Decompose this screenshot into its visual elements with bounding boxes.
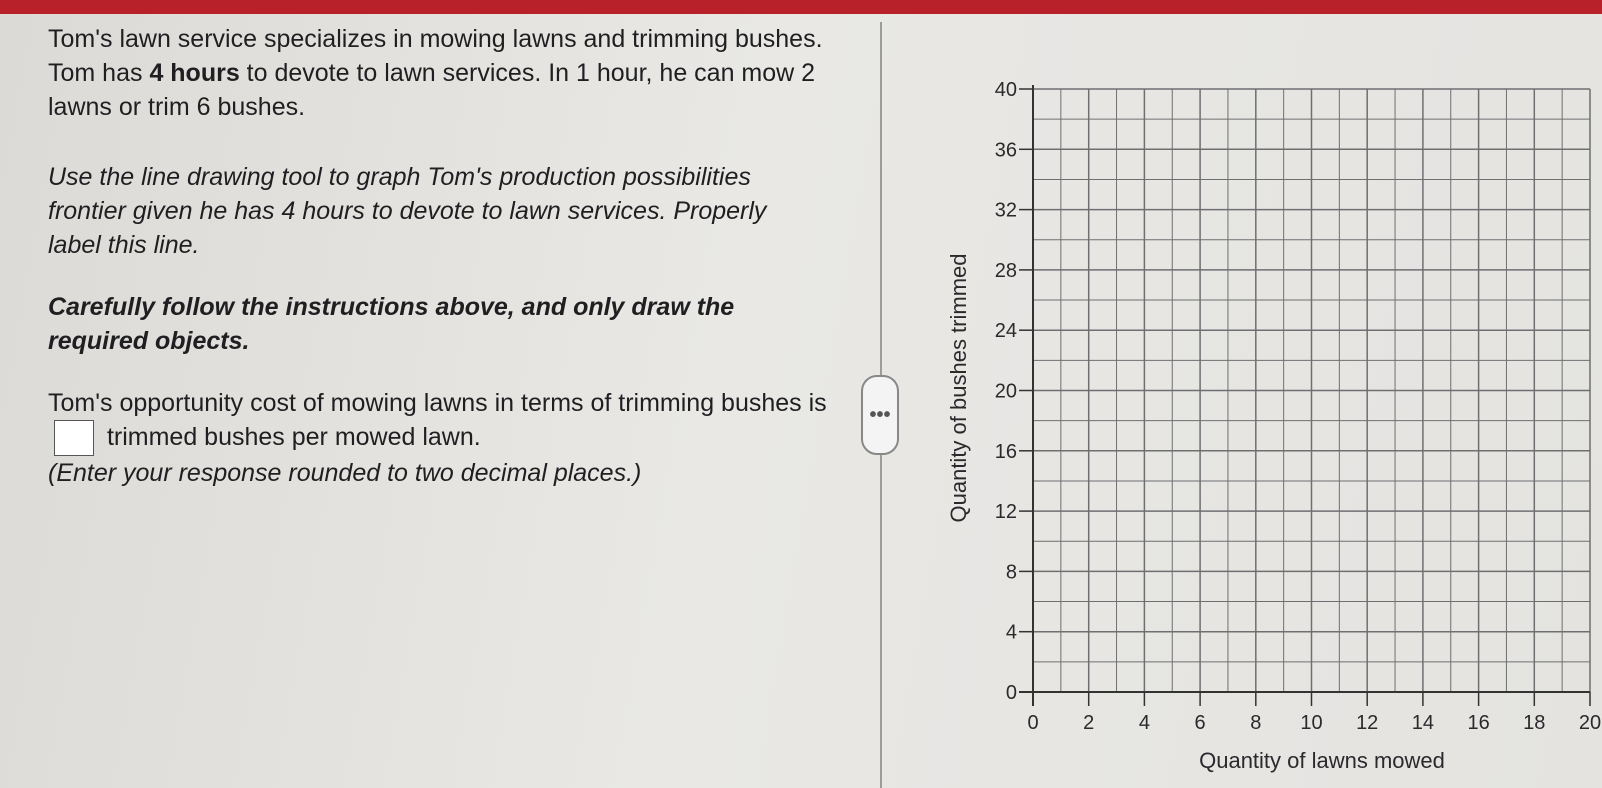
x-tick-label: 0 — [1027, 712, 1039, 734]
y-tick-label: 20 — [994, 380, 1017, 403]
y-tick-label: 32 — [994, 199, 1017, 222]
x-tick-label: 6 — [1194, 712, 1206, 734]
question-text-before: Tom's opportunity cost of mowing lawns in terms of trimming bushes is — [48, 389, 827, 417]
y-tick-labels — [995, 79, 1017, 704]
line-tool-emphasis: Use the line drawing tool — [48, 163, 322, 191]
y-tick-label: 16 — [994, 440, 1017, 463]
x-tick-label: 10 — [1300, 712, 1323, 734]
y-tick-label: 24 — [994, 320, 1017, 343]
rounding-note: (Enter your response rounded to two decimal places.) — [48, 459, 642, 488]
y-tick-label: 4 — [1005, 621, 1017, 644]
instruction-rest: to graph Tom's production possibilities frontier given he has 4 hours to devote to lawn services. Properly label this line. — [48, 163, 767, 259]
x-tick-label: 4 — [1138, 712, 1150, 734]
x-tick-label: 12 — [1356, 712, 1379, 734]
pane-resize-handle[interactable]: ••• — [861, 375, 899, 455]
x-tick-label: 8 — [1250, 712, 1262, 734]
y-tick-label: 40 — [994, 79, 1017, 101]
x-tick-label: 20 — [1578, 712, 1602, 734]
x-axis-label: Quantity of lawns mowed — [1199, 748, 1445, 773]
intro-text-1: Tom's lawn service specializes in mowing lawns and trimming bushes. Tom has — [48, 25, 823, 87]
x-tick-labels — [1027, 712, 1601, 734]
y-tick-label: 0 — [1005, 682, 1017, 704]
x-tick-label: 14 — [1411, 712, 1435, 734]
graph-axis-ticks — [1019, 85, 1590, 706]
y-tick-label: 36 — [994, 139, 1017, 162]
caution-note: Carefully follow the instructions above, and only draw the required objects. — [48, 293, 735, 355]
y-tick-label: 8 — [1005, 561, 1017, 584]
y-tick-label: 12 — [994, 501, 1017, 524]
intro-text-2: to devote to lawn services. In 1 hour, he can mow 2 lawns or trim 6 bushes. — [48, 59, 816, 121]
x-tick-label: 2 — [1083, 712, 1095, 734]
intro-hours-bold: 4 hours — [149, 59, 240, 87]
x-tick-label: 16 — [1467, 712, 1490, 734]
y-axis-label: Quantity of bushes trimmed — [946, 253, 971, 523]
y-tick-label: 28 — [994, 259, 1017, 282]
question-text-after: trimmed bushes per mowed lawn. — [100, 423, 481, 451]
x-tick-label: 18 — [1523, 712, 1546, 734]
